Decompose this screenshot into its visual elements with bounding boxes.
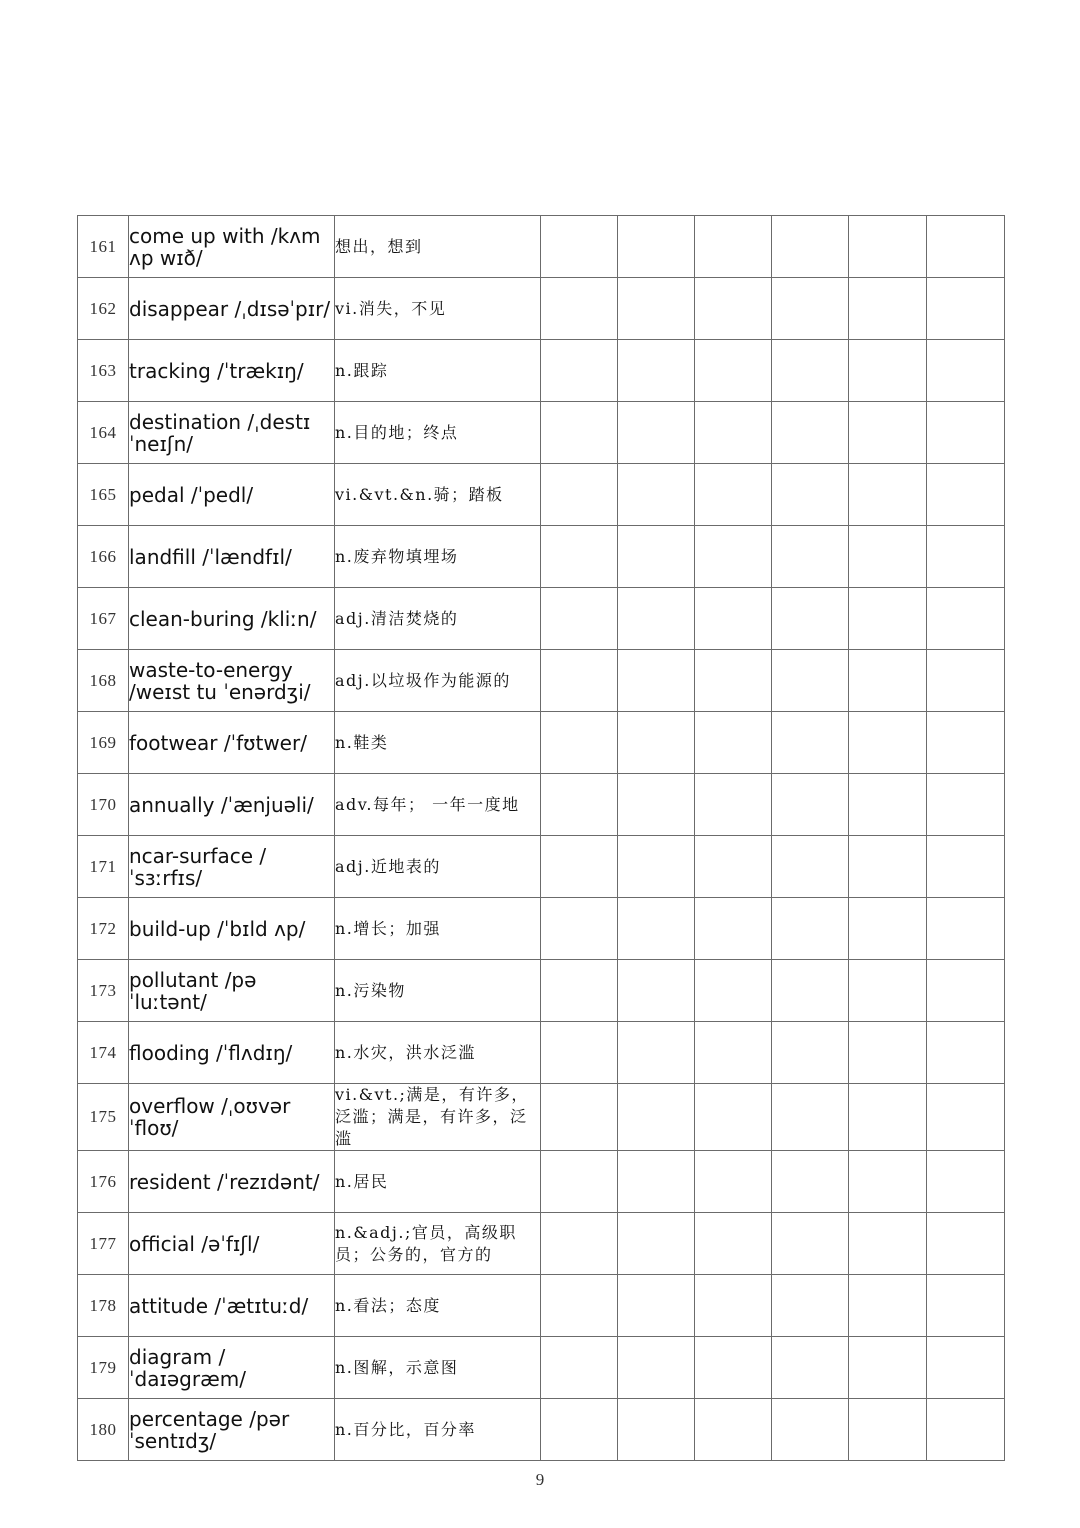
vocab-word: footwear /ˈfʊtwer/ — [129, 712, 335, 774]
practice-cell — [927, 836, 1005, 898]
vocab-meaning: adj.清洁焚烧的 — [335, 588, 541, 650]
vocab-meaning: adj.以垃圾作为能源的 — [335, 650, 541, 712]
practice-cell — [849, 464, 927, 526]
vocab-word: annually /ˈænjuəli/ — [129, 774, 335, 836]
vocab-word: build-up /ˈbɪld ʌp/ — [129, 898, 335, 960]
practice-cell — [541, 1022, 618, 1084]
practice-cell — [849, 340, 927, 402]
practice-cell — [927, 402, 1005, 464]
practice-cell — [541, 1213, 618, 1275]
vocab-word: overflow /ˌoʊvərˈfloʊ/ — [129, 1084, 335, 1151]
practice-cell — [695, 216, 772, 278]
table-row — [78, 340, 1005, 402]
practice-cell — [695, 836, 772, 898]
vocab-meaning: n.看法；态度 — [335, 1275, 541, 1337]
table-row — [78, 1022, 1005, 1084]
vocab-meaning: n.废弃物填埋场 — [335, 526, 541, 588]
row-number: 164 — [78, 402, 129, 464]
practice-cell — [695, 1151, 772, 1213]
practice-cell — [772, 340, 849, 402]
practice-cell — [695, 402, 772, 464]
practice-cell — [618, 526, 695, 588]
row-number: 167 — [78, 588, 129, 650]
practice-cell — [541, 650, 618, 712]
practice-cell — [927, 464, 1005, 526]
practice-cell — [618, 836, 695, 898]
practice-cell — [695, 898, 772, 960]
practice-cell — [772, 464, 849, 526]
table-row — [78, 588, 1005, 650]
practice-cell — [541, 1151, 618, 1213]
table-row — [78, 774, 1005, 836]
practice-cell — [772, 588, 849, 650]
practice-cell — [927, 278, 1005, 340]
practice-cell — [695, 526, 772, 588]
row-number: 174 — [78, 1022, 129, 1084]
practice-cell — [618, 1151, 695, 1213]
practice-cell — [541, 960, 618, 1022]
practice-cell — [849, 402, 927, 464]
practice-cell — [772, 278, 849, 340]
practice-cell — [927, 1213, 1005, 1275]
practice-cell — [541, 402, 618, 464]
practice-cell — [772, 1022, 849, 1084]
practice-cell — [695, 1022, 772, 1084]
practice-cell — [849, 960, 927, 1022]
table-body — [78, 216, 1005, 1461]
practice-cell — [927, 1084, 1005, 1151]
vocab-word: tracking /ˈtrækɪŋ/ — [129, 340, 335, 402]
practice-cell — [618, 1337, 695, 1399]
practice-cell — [695, 1399, 772, 1461]
table-row — [78, 216, 1005, 278]
practice-cell — [772, 836, 849, 898]
practice-cell — [695, 650, 772, 712]
practice-cell — [772, 526, 849, 588]
vocab-meaning: adv.每年； 一年一度地 — [335, 774, 541, 836]
practice-cell — [541, 836, 618, 898]
practice-cell — [772, 774, 849, 836]
vocab-meaning: n.污染物 — [335, 960, 541, 1022]
practice-cell — [695, 960, 772, 1022]
row-number: 161 — [78, 216, 129, 278]
practice-cell — [849, 216, 927, 278]
vocab-meaning: n.百分比，百分率 — [335, 1399, 541, 1461]
practice-cell — [695, 712, 772, 774]
practice-cell — [849, 1213, 927, 1275]
practice-cell — [849, 526, 927, 588]
practice-cell — [849, 1275, 927, 1337]
table-row — [78, 1399, 1005, 1461]
practice-cell — [772, 402, 849, 464]
practice-cell — [849, 898, 927, 960]
table-row — [78, 464, 1005, 526]
table-row — [78, 278, 1005, 340]
vocab-meaning: n.&adj.;官员，高级职员；公务的，官方的 — [335, 1213, 541, 1275]
vocab-meaning: n.跟踪 — [335, 340, 541, 402]
practice-cell — [772, 898, 849, 960]
table-row — [78, 960, 1005, 1022]
practice-cell — [618, 278, 695, 340]
practice-cell — [541, 1275, 618, 1337]
practice-cell — [849, 650, 927, 712]
practice-cell — [618, 1275, 695, 1337]
vocab-meaning: vi.&vt.;满是，有许多，泛滥；满是，有许多，泛滥 — [335, 1084, 541, 1151]
vocab-word: attitude /ˈætɪtuːd/ — [129, 1275, 335, 1337]
practice-cell — [772, 960, 849, 1022]
practice-cell — [541, 588, 618, 650]
practice-cell — [695, 1213, 772, 1275]
practice-cell — [541, 1399, 618, 1461]
table-row — [78, 1337, 1005, 1399]
vocab-word: landfill /ˈlændfɪl/ — [129, 526, 335, 588]
vocab-word: percentage /pərˈsentɪdʒ/ — [129, 1399, 335, 1461]
practice-cell — [849, 712, 927, 774]
row-number: 162 — [78, 278, 129, 340]
practice-cell — [927, 1022, 1005, 1084]
practice-cell — [541, 1337, 618, 1399]
vocab-word: pedal /ˈpedl/ — [129, 464, 335, 526]
practice-cell — [772, 1399, 849, 1461]
practice-cell — [927, 1399, 1005, 1461]
table-row — [78, 402, 1005, 464]
practice-cell — [849, 836, 927, 898]
practice-cell — [927, 774, 1005, 836]
practice-cell — [849, 588, 927, 650]
row-number: 178 — [78, 1275, 129, 1337]
vocab-word: resident /ˈrezɪdənt/ — [129, 1151, 335, 1213]
vocab-word: flooding /ˈflʌdɪŋ/ — [129, 1022, 335, 1084]
practice-cell — [772, 216, 849, 278]
practice-cell — [772, 1084, 849, 1151]
practice-cell — [849, 278, 927, 340]
practice-cell — [927, 960, 1005, 1022]
practice-cell — [618, 340, 695, 402]
vocab-word: ncar-surface /ˈsɜːrfɪs/ — [129, 836, 335, 898]
practice-cell — [772, 1151, 849, 1213]
row-number: 173 — [78, 960, 129, 1022]
table-row — [78, 1275, 1005, 1337]
practice-cell — [772, 712, 849, 774]
practice-cell — [927, 216, 1005, 278]
row-number: 171 — [78, 836, 129, 898]
practice-cell — [849, 1151, 927, 1213]
practice-cell — [927, 650, 1005, 712]
vocab-meaning: vi.消失，不见 — [335, 278, 541, 340]
row-number: 172 — [78, 898, 129, 960]
table-row — [78, 1213, 1005, 1275]
vocab-word: pollutant /pəˈluːtənt/ — [129, 960, 335, 1022]
vocab-word: disappear /ˌdɪsəˈpɪr/ — [129, 278, 335, 340]
table-row — [78, 526, 1005, 588]
practice-cell — [695, 1275, 772, 1337]
vocab-word: destination /ˌdestɪˈneɪʃn/ — [129, 402, 335, 464]
vocabulary-table — [77, 215, 1005, 1461]
practice-cell — [618, 898, 695, 960]
practice-cell — [541, 712, 618, 774]
row-number: 163 — [78, 340, 129, 402]
vocab-meaning: n.目的地；终点 — [335, 402, 541, 464]
row-number: 169 — [78, 712, 129, 774]
practice-cell — [541, 340, 618, 402]
vocab-meaning: n.增长；加强 — [335, 898, 541, 960]
practice-cell — [927, 1151, 1005, 1213]
table-row — [78, 836, 1005, 898]
vocab-meaning: n.水灾，洪水泛滥 — [335, 1022, 541, 1084]
practice-cell — [695, 1084, 772, 1151]
table-row — [78, 712, 1005, 774]
practice-cell — [618, 650, 695, 712]
vocab-word: official /əˈfɪʃl/ — [129, 1213, 335, 1275]
row-number: 180 — [78, 1399, 129, 1461]
vocab-word: clean-buring /kliːn/ — [129, 588, 335, 650]
practice-cell — [849, 774, 927, 836]
table-row — [78, 898, 1005, 960]
practice-cell — [927, 340, 1005, 402]
row-number: 175 — [78, 1084, 129, 1151]
practice-cell — [695, 340, 772, 402]
practice-cell — [695, 464, 772, 526]
table-row — [78, 1151, 1005, 1213]
page-number: 9 — [535, 1470, 545, 1489]
practice-cell — [618, 1213, 695, 1275]
practice-cell — [927, 712, 1005, 774]
vocab-meaning: n.图解，示意图 — [335, 1337, 541, 1399]
vocab-meaning: n.鞋类 — [335, 712, 541, 774]
vocab-meaning: adj.近地表的 — [335, 836, 541, 898]
practice-cell — [849, 1022, 927, 1084]
vocab-word: waste-to-energy /weɪst tu ˈenərdʒi/ — [129, 650, 335, 712]
practice-cell — [618, 588, 695, 650]
practice-cell — [772, 1213, 849, 1275]
row-number: 165 — [78, 464, 129, 526]
row-number: 177 — [78, 1213, 129, 1275]
practice-cell — [849, 1399, 927, 1461]
practice-cell — [541, 1084, 618, 1151]
practice-cell — [618, 464, 695, 526]
practice-cell — [541, 464, 618, 526]
practice-cell — [695, 1337, 772, 1399]
practice-cell — [772, 1337, 849, 1399]
practice-cell — [618, 402, 695, 464]
practice-cell — [541, 278, 618, 340]
row-number: 168 — [78, 650, 129, 712]
practice-cell — [695, 774, 772, 836]
practice-cell — [927, 588, 1005, 650]
table-row — [78, 1084, 1005, 1151]
practice-cell — [618, 712, 695, 774]
practice-cell — [541, 898, 618, 960]
table-row — [78, 650, 1005, 712]
practice-cell — [695, 588, 772, 650]
practice-cell — [618, 774, 695, 836]
practice-cell — [772, 1275, 849, 1337]
practice-cell — [927, 1337, 1005, 1399]
practice-cell — [849, 1084, 927, 1151]
practice-cell — [618, 1084, 695, 1151]
practice-cell — [541, 526, 618, 588]
row-number: 166 — [78, 526, 129, 588]
row-number: 170 — [78, 774, 129, 836]
vocab-word: diagram /ˈdaɪəgræm/ — [129, 1337, 335, 1399]
practice-cell — [927, 1275, 1005, 1337]
practice-cell — [618, 1399, 695, 1461]
practice-cell — [927, 526, 1005, 588]
practice-cell — [849, 1337, 927, 1399]
vocab-meaning: 想出，想到 — [335, 216, 541, 278]
practice-cell — [927, 898, 1005, 960]
row-number: 179 — [78, 1337, 129, 1399]
row-number: 176 — [78, 1151, 129, 1213]
vocab-word: come up with /kʌm ʌp wɪð/ — [129, 216, 335, 278]
practice-cell — [618, 960, 695, 1022]
practice-cell — [541, 774, 618, 836]
practice-cell — [618, 1022, 695, 1084]
practice-cell — [695, 278, 772, 340]
vocab-meaning: vi.&vt.&n.骑；踏板 — [335, 464, 541, 526]
practice-cell — [618, 216, 695, 278]
practice-cell — [772, 650, 849, 712]
practice-cell — [541, 216, 618, 278]
vocab-meaning: n.居民 — [335, 1151, 541, 1213]
